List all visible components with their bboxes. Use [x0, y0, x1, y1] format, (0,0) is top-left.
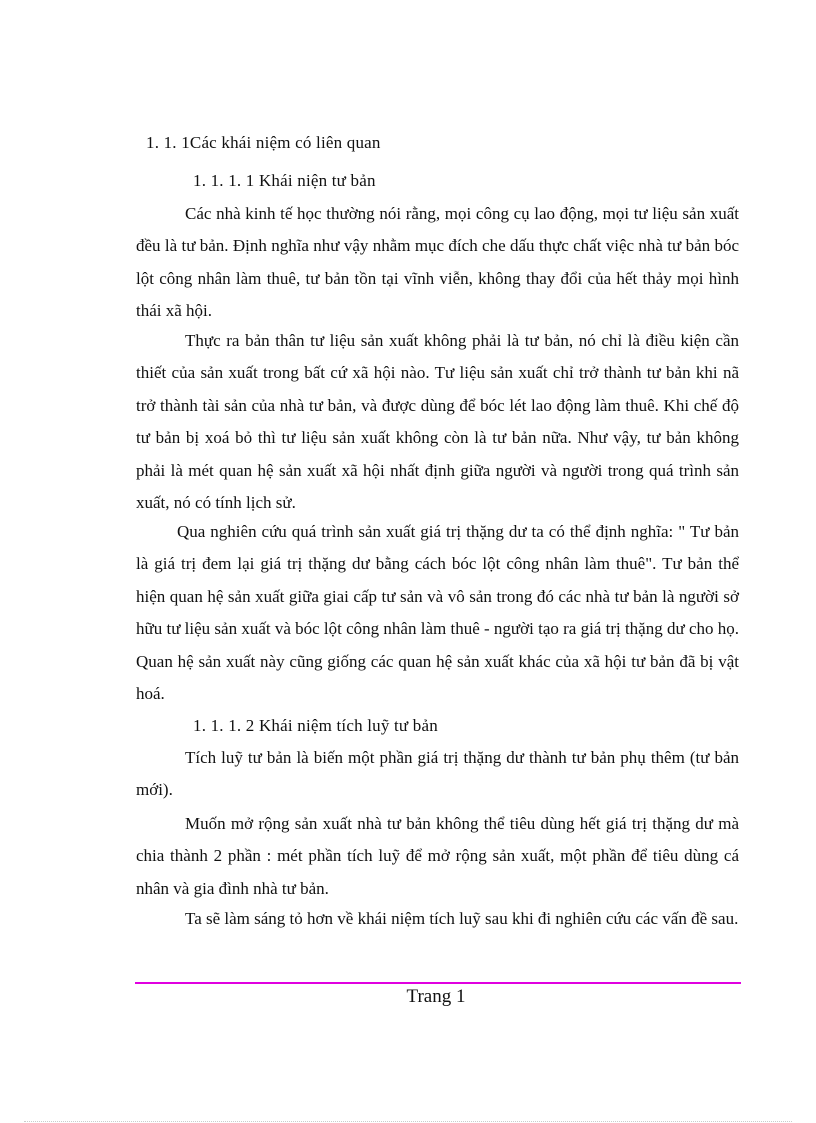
paragraph-accumulation-3: Ta sẽ làm sáng tỏ hơn về khái niệm tích luỹ sau khi đi nghiên cứu các vấn đề sau.	[185, 909, 739, 928]
paragraph-capital-1: Các nhà kinh tế học thường nói rằng, mọi công cụ lao động, mọi tư liệu sản xuất đều là tư bản. Định nghĩa như vậy nhằm mục đích che dấu thực chất việc nhà tư bản bóc lột công nhân làm thuê, tư bản tồn tại vĩnh viễn, không thay đổi của hết thảy mọi hình thái xã hội.	[136, 204, 739, 321]
subsection-heading-capital: 1. 1. 1. 1 Khái niện tư bản	[193, 171, 376, 190]
page-number: Trang 1	[406, 986, 466, 1007]
section-heading-main: 1. 1. 1Các khái niệm có liên quan	[146, 133, 381, 152]
subsection-heading-accumulation: 1. 1. 1. 2 Khái niệm tích luỹ tư bản	[193, 716, 438, 735]
paragraph-capital-3: Qua nghiên cứu quá trình sản xuất giá trị thặng dư ta có thể định nghĩa: " Tư bản là giá trị đem lại giá trị thặng dư bằng cách bóc lột công nhân làm thuê". Tư bản thể hiện quan hệ sản xuất giữa giai cấp tư sản và vô sản trong đó các nhà tư bản là người sở hữu tư liệu sản xuất và bóc lột công nhân làm thuê - người tạo ra giá trị thặng dư cho họ. Quan hệ sản xuất này cũng giống các quan hệ sản xuất khác của xã hội tư bản đã bị vật hoá.	[136, 522, 739, 704]
footer-divider	[135, 982, 741, 984]
page-footer	[0, 986, 816, 1008]
paragraph-accumulation-1: Tích luỹ tư bản là biến một phần giá trị thặng dư thành tư bản phụ thêm (tư bản mới).	[136, 748, 739, 800]
paragraph-accumulation-2: Muốn mở rộng sản xuất nhà tư bản không thể tiêu dùng hết giá trị thặng dư mà chia thành 2 phần : mét phần tích luỹ để mở rộng sản xuất, một phần để tiêu dùng cá nhân và gia đình nhà tư bản.	[136, 814, 739, 898]
paragraph-capital-2: Thực ra bản thân tư liệu sản xuất không phải là tư bản, nó chỉ là điều kiện cần thiết của sản xuất trong bất cứ xã hội nào. Tư liệu sản xuất chỉ trở thành tư bản khi nã trở thành tài sản của nhà tư bản, và được dùng để bóc lét lao động làm thuê. Khi chế độ tư bản bị xoá bỏ thì tư liệu sản xuất không còn là tư bản nữa. Như vậy, tư bản không phải là mét quan hệ sản xuất xã hội nhất định giữa người và người trong quá trình sản xuất, nó có tính lịch sử.	[136, 331, 739, 513]
page-bottom-border	[24, 1121, 792, 1122]
